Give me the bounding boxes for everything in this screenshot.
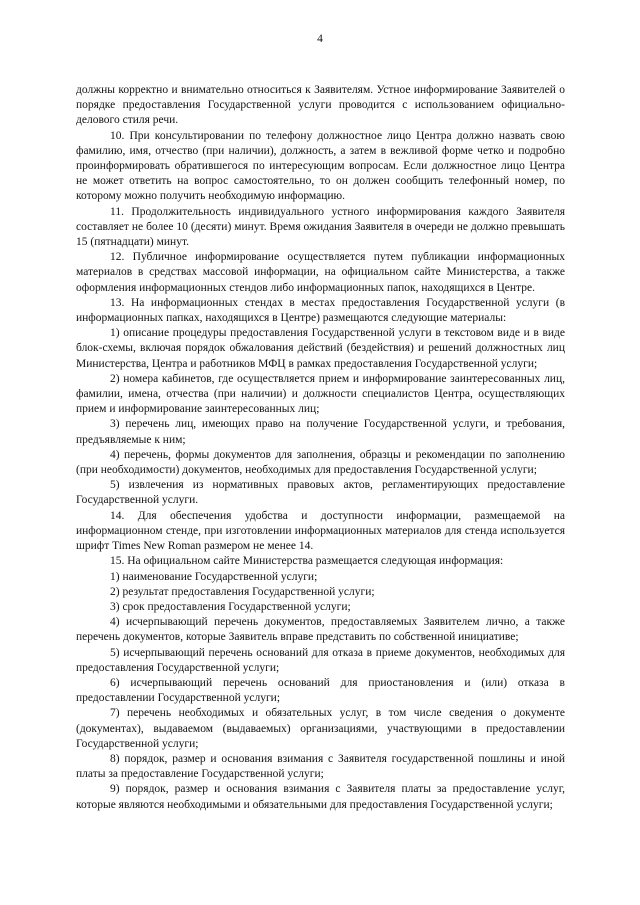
paragraph-11: 11. Продолжительность индивидуального устного информирования каждого Заявителя составляет не более 10 (десяти) минут. Время ожидания Заявителя в очереди не должно превышать 15 (пятнадцати) минут. <box>76 205 565 249</box>
paragraph-10: 10. При консультировании по телефону должностное лицо Центра должно назвать свою фамилию, имя, отчество (при наличии), должность, а затем в вежливой форме четко и подробно проинформировать обратившегося по интересующим вопросам. Если должностное лицо Центра не может ответить на вопрос самостоятельно, то он должен сообщить телефонный номер, по которому можно получить необходимую информацию. <box>76 129 565 203</box>
paragraph-12: 12. Публичное информирование осуществляется путем публикации информационных материалов в средствах массовой информации, на официальном сайте Министерства, а также оформления информационных стендов либо информационных папок, находящихся в Центре. <box>76 251 565 294</box>
list-item-15-6: 6) исчерпывающий перечень оснований для приостановления и (или) отказа в предоставлении Государственной услуги; <box>76 676 565 705</box>
paragraph-15: 15. На официальном сайте Министерства размещается следующая информация: <box>110 555 504 568</box>
paragraph-13: 13. На информационных стендах в местах предоставления Государственной услуги (в информационных папках, находящихся в Центре) размещаются следующие материалы: <box>76 296 565 325</box>
list-item-15-5: 5) исчерпывающий перечень оснований для отказа в приеме документов, необходимых для предоставления Государственной услуги; <box>76 646 565 674</box>
list-item-13-4: 4) перечень, формы документов для заполнения, образцы и рекомендации по заполнению (при необходимости) документов, необходимых для предоставления Государственной услуги; <box>76 448 565 477</box>
list-item-15-1: 1) наименование Государственной услуги; <box>110 570 318 583</box>
paragraph-continuation: должны корректно и внимательно относиться к Заявителям. Устное информирование Заявителей о порядке предоставления Государственной услуги проводится с использованием официально-делового стиля речи. <box>76 84 565 127</box>
list-item-13-1: 1) описание процедуры предоставления Государственной услуги в текстовом виде и в виде блок-схемы, включая порядок обжалования действий (бездействия) и решений должностных лиц Министерства, Центра и работников МФЦ в рамках предоставления Государственной услуги; <box>76 327 565 370</box>
list-item-15-8: 8) порядок, размер и основания взимания с Заявителя государственной пошлины и иной платы за предоставление Государственной услуги; <box>76 752 565 781</box>
list-item-15-3: 3) срок предоставления Государственной услуги; <box>110 600 351 613</box>
list-item-15-2: 2) результат предоставления Государственной услуги; <box>110 585 375 598</box>
list-item-15-9: 9) порядок, размер и основания взимания с Заявителя платы за предоставление услуг, которые являются необходимыми и обязательными для предоставления Государственной услуги; <box>76 783 565 811</box>
list-item-15-4: 4) исчерпывающий перечень документов, предоставляемых Заявителем лично, а также перечень документов, которые Заявитель вправе представить по собственной инициативе; <box>76 616 565 644</box>
list-item-13-5: 5) извлечения из нормативных правовых актов, регламентирующих предоставление Государственной услуги. <box>76 479 565 507</box>
page-number: 4 <box>317 33 323 45</box>
list-item-13-2: 2) номера кабинетов, где осуществляется прием и информирование заинтересованных лиц, фамилии, имена, отчества (при наличии) и должности специалистов Центра, осуществляющих прием и информирование заинтересованных лиц; <box>76 372 565 416</box>
document-body <box>76 83 565 813</box>
paragraph-14: 14. Для обеспечения удобства и доступности информации, размещаемой на информационном стенде, при изготовлении информационных материалов для стенда используется шрифт Times New Roman размером не менее 14. <box>76 509 565 553</box>
list-item-15-7: 7) перечень необходимых и обязательных услуг, в том числе сведения о документе (документах), выдаваемом (выдаваемых) организациями, участвующими в предоставлении Государственной услуги; <box>76 707 565 750</box>
list-item-13-3: 3) перечень лиц, имеющих право на получение Государственной услуги, и требования, предъявляемые к ним; <box>76 418 565 446</box>
